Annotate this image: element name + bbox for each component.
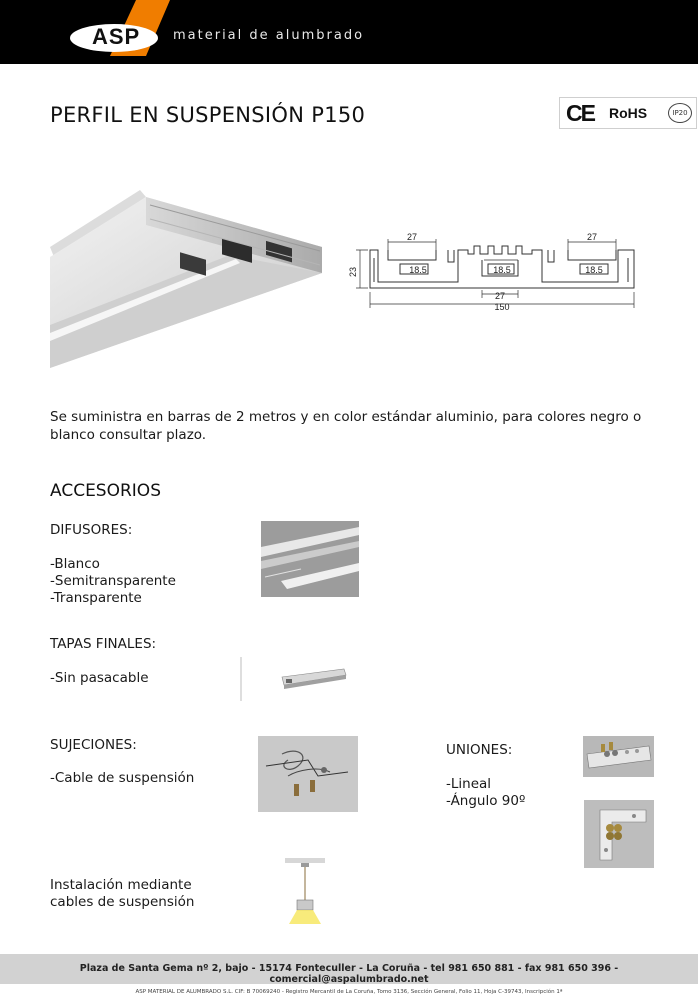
list-item: -Blanco [50, 556, 100, 572]
dim-total-width: 150 [494, 302, 510, 312]
instalacion-line: cables de suspensión [50, 894, 195, 910]
tapas-label: TAPAS FINALES: [50, 636, 157, 652]
tapas-list [50, 670, 149, 687]
header-bar [0, 0, 698, 64]
ce-mark: CE [566, 100, 594, 126]
technical-drawing [348, 232, 648, 312]
footer-contact-bar [0, 954, 698, 984]
list-item: -Ángulo 90º [446, 793, 526, 809]
dim-inner-right: 18.5 [585, 265, 603, 275]
dim-inner-center: 18.5 [493, 265, 511, 275]
footer-contact: Plaza de Santa Gema nº 2, bajo - 15174 Fonteculler - La Coruña - tel 981 650 881 - fax 981 650 396 - comercial@aspalumbrado.net [79, 963, 619, 985]
uniones-label: UNIONES: [446, 742, 513, 758]
list-item: -Transparente [50, 590, 142, 606]
list-item: -Semitransparente [50, 573, 176, 589]
dim-top-left: 27 [406, 232, 418, 242]
dim-height: 23 [348, 266, 358, 278]
dim-inner-left: 18.5 [409, 265, 427, 275]
list-item: -Cable de suspensión [50, 770, 195, 786]
difusores-list [50, 556, 176, 607]
logo-text: ASP [92, 24, 141, 49]
sujeciones-label: SUJECIONES: [50, 737, 137, 753]
union-angulo-photo [584, 800, 654, 868]
dim-top-right: 27 [586, 232, 598, 242]
header-tagline: material de alumbrado [173, 28, 365, 43]
product-description: Se suministra en barras de 2 metros y en color estándar aluminio, para colores negro o blanco consultar plazo. [50, 409, 642, 443]
union-lineal-photo [583, 736, 654, 777]
accessories-heading: ACCESORIOS [50, 481, 161, 501]
tapas-photo [240, 657, 350, 701]
sujeciones-photo [258, 736, 358, 812]
page-title: PERFIL EN SUSPENSIÓN P150 [50, 103, 366, 127]
difusores-photo [261, 521, 359, 597]
sujeciones-list [50, 770, 194, 787]
footer-legal: ASP MATERIAL DE ALUMBRADO S.L. CIF: B 70069240 - Registro Mercantil de La Coruña, Tomo 3136, Sección General, Folio 11, Hoja C-39743, Inscripción 1ª [135, 989, 563, 995]
list-item: -Sin pasacable [50, 670, 149, 686]
list-item: -Lineal [446, 776, 492, 792]
rohs-mark: RoHS [609, 105, 648, 121]
uniones-list [446, 776, 525, 810]
certification-box [559, 97, 697, 129]
instalacion-diagram [285, 856, 325, 924]
instalacion-text [50, 877, 194, 911]
difusores-label: DIFUSORES: [50, 522, 133, 538]
ip-rating-badge: IP20 [668, 103, 692, 123]
dim-bottom-center: 27 [494, 291, 506, 301]
profile-product-image [50, 185, 330, 370]
instalacion-line: Instalación mediante [50, 877, 192, 893]
